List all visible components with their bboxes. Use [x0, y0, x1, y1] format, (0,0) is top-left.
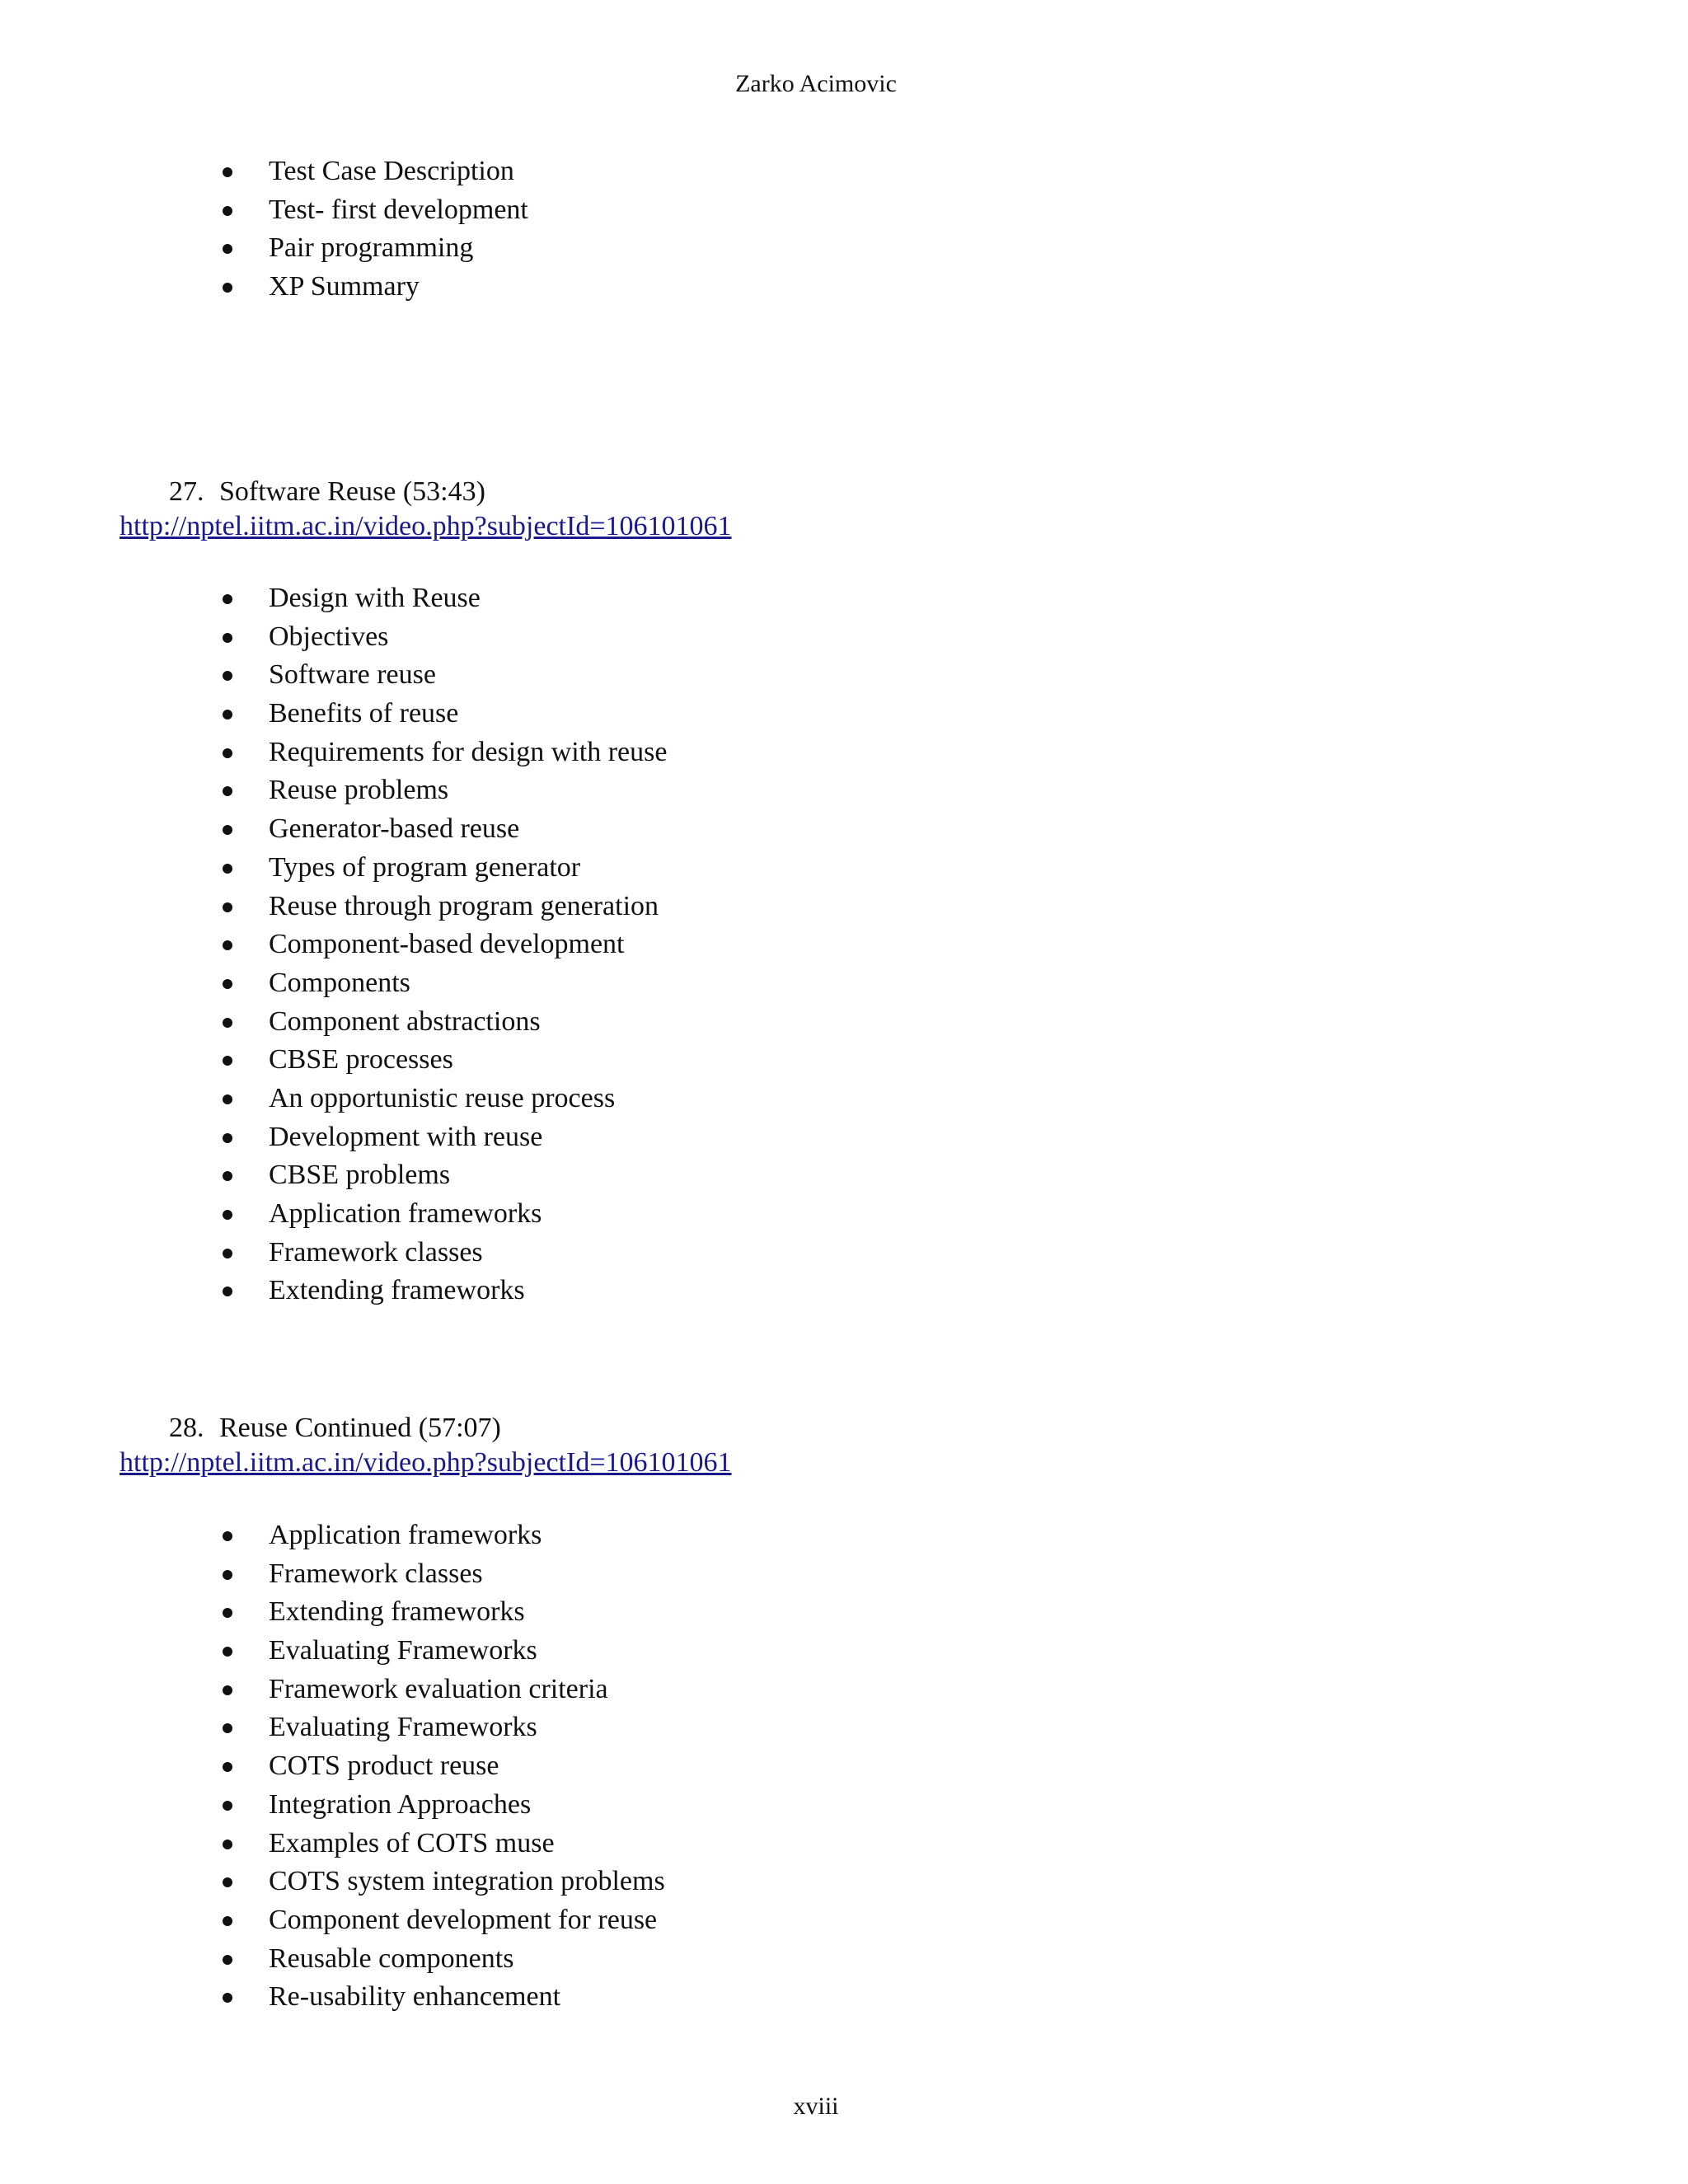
- list-item: Component abstractions: [0, 1003, 667, 1042]
- list-item: Extending frameworks: [0, 1272, 667, 1310]
- section-video-link[interactable]: http://nptel.iitm.ac.in/video.php?subjectId=106101061: [120, 1447, 732, 1478]
- section-title: Reuse Continued (57:07): [219, 1413, 501, 1443]
- list-item: Evaluating Frameworks: [0, 1632, 665, 1671]
- page-number: xviii: [793, 2093, 839, 2120]
- list-item: Framework evaluation criteria: [0, 1671, 665, 1709]
- list-item: Objectives: [0, 618, 667, 657]
- list-item: Application frameworks: [0, 1516, 665, 1555]
- list-item: Component-based development: [0, 926, 667, 964]
- list-item: Development with reuse: [0, 1118, 667, 1157]
- list-item: Re-usability enhancement: [0, 1978, 665, 2017]
- topic-list-continued: [0, 152, 528, 307]
- list-item: Test Case Description: [0, 152, 528, 191]
- section-number: 28.: [169, 1413, 204, 1443]
- list-item: XP Summary: [0, 268, 528, 307]
- list-item: Components: [0, 964, 667, 1003]
- list-item: COTS product reuse: [0, 1747, 665, 1786]
- list-item: Test- first development: [0, 191, 528, 230]
- section-number: 27.: [169, 476, 204, 507]
- list-item: Examples of COTS muse: [0, 1825, 665, 1863]
- list-item: Reuse through program generation: [0, 888, 667, 926]
- list-item: COTS system integration problems: [0, 1863, 665, 1901]
- list-item: Software reuse: [0, 656, 667, 695]
- list-item: Benefits of reuse: [0, 695, 667, 733]
- section-heading-28: [169, 1410, 501, 1446]
- list-item: Evaluating Frameworks: [0, 1708, 665, 1747]
- list-item: Requirements for design with reuse: [0, 733, 667, 772]
- list-item: Integration Approaches: [0, 1786, 665, 1825]
- list-item: Framework classes: [0, 1555, 665, 1594]
- list-item: Generator-based reuse: [0, 810, 667, 849]
- list-item: Design with Reuse: [0, 579, 667, 618]
- list-item: Framework classes: [0, 1234, 667, 1272]
- section-title: Software Reuse (53:43): [219, 476, 485, 507]
- section-heading-27: [169, 474, 485, 510]
- list-item: An opportunistic reuse process: [0, 1080, 667, 1118]
- list-item: CBSE processes: [0, 1041, 667, 1080]
- topic-list-software-reuse: [0, 579, 667, 1310]
- list-item: Reuse problems: [0, 771, 667, 810]
- list-item: Component development for reuse: [0, 1901, 665, 1940]
- page-header-author: Zarko Acimovic: [735, 70, 897, 97]
- list-item: CBSE problems: [0, 1156, 667, 1195]
- list-item: Pair programming: [0, 229, 528, 268]
- list-item: Application frameworks: [0, 1195, 667, 1234]
- topic-list-reuse-continued: [0, 1516, 665, 2017]
- list-item: Reusable components: [0, 1940, 665, 1979]
- section-video-link[interactable]: http://nptel.iitm.ac.in/video.php?subjectId=106101061: [120, 511, 732, 541]
- list-item: Extending frameworks: [0, 1593, 665, 1632]
- list-item: Types of program generator: [0, 849, 667, 888]
